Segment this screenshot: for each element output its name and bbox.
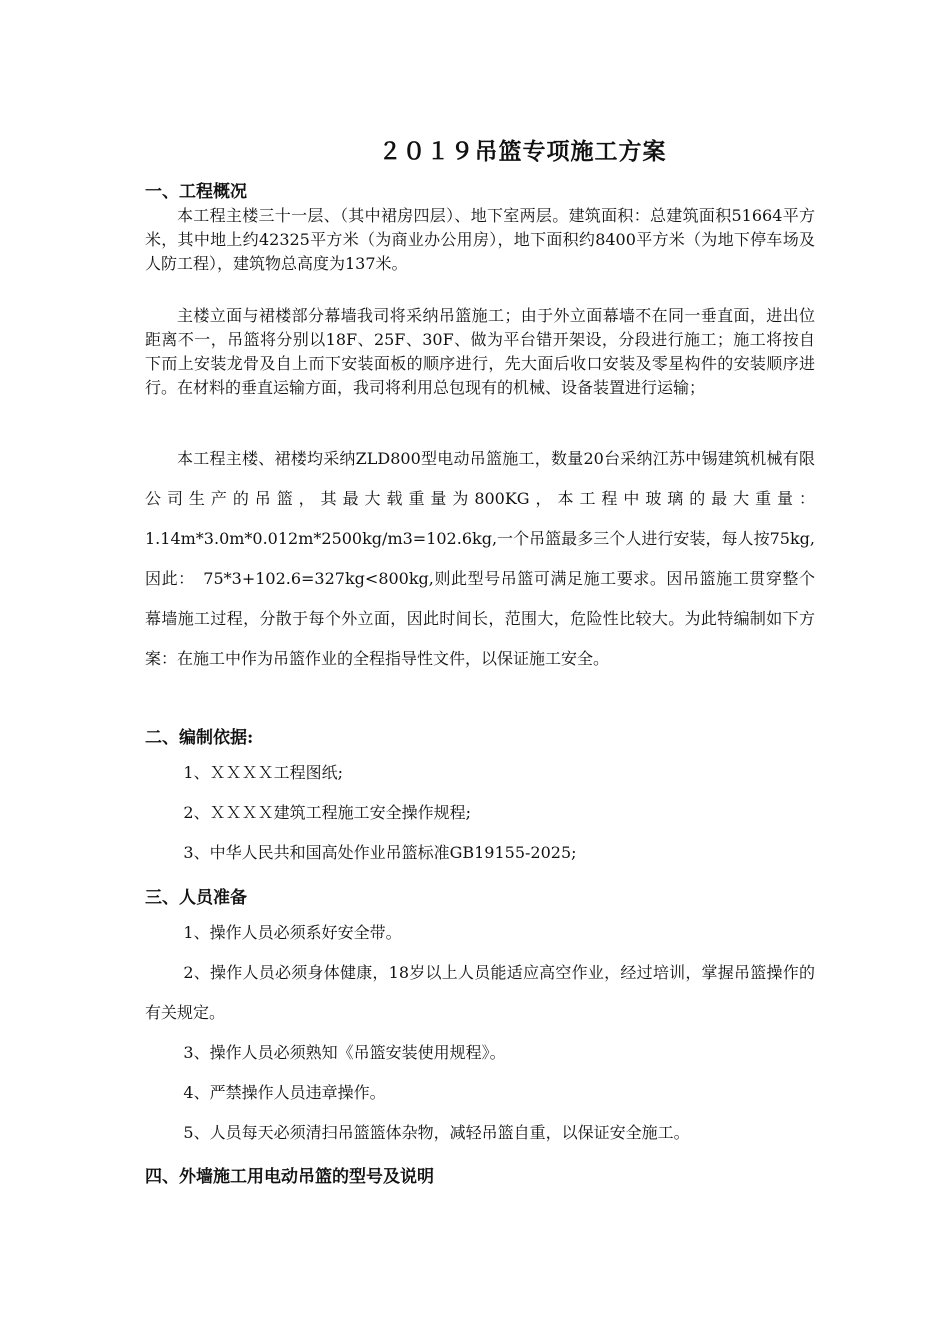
section-heading-basis: 二、编制依据:	[145, 728, 254, 748]
list-item-basis-1: 1、ＸＸＸＸ工程图纸;	[183, 763, 343, 782]
paragraph-building-overview: 本工程主楼三十一层、（其中裙房四层）、地下室两层。建筑面积：总建筑面积51664平方米，其中地上约42325平方米（为商业办公用房），地下面积约8400平方米（为地下停车场及人防工程），建筑物总高度为137米。	[145, 206, 815, 273]
section-heading-project-overview: 一、工程概况	[145, 182, 247, 202]
list-item-personnel-2: 2、操作人员必须身体健康，18岁以上人员能适应高空作业，经过培训，掌握吊篮操作的有关规定。	[145, 963, 815, 1022]
list-item-personnel-3: 3、操作人员必须熟知《吊篮安装使用规程》。	[183, 1043, 506, 1062]
list-item-basis-2: 2、ＸＸＸＸ建筑工程施工安全操作规程;	[183, 803, 471, 822]
paragraph-facade-construction: 主楼立面与裙楼部分幕墙我司将采纳吊篮施工；由于外立面幕墙不在同一垂直面，进出位距离不一，吊篮将分别以18F、25F、30F、做为平台错开架设，分段进行施工；施工将按自下而上安装龙骨及自上而下安装面板的顺序进行，先大面后收口安装及零星构件的安装顺序进行。在材料的垂直运输方面，我司将利用总包现有的机械、设备装置进行运输；	[145, 306, 815, 397]
list-item-personnel-4: 4、严禁操作人员违章操作。	[183, 1083, 386, 1102]
paragraph-gondola-load-calculation: 本工程主楼、裙楼均采纳ZLD800型电动吊篮施工，数量20台采纳江苏中锡建筑机械有限公司生产的吊篮，其最大载重量为800KG，本工程中玻璃的最大重量：1.14m*3.0m*0.012m*2500kg/m3=102.6kg,一个吊篮最多三个人进行安装，每人按75kg,因此： 75*3+102.6=327kg<800kg,则此型号吊篮可满足施工要求。因吊篮施工贯穿整个幕墙施工过程，分散于每个外立面，因此时间长，范围大，危险性比较大。为此特编制如下方案：在施工中作为吊篮作业的全程指导性文件，以保证施工安全。	[145, 449, 815, 668]
section-heading-gondola-model: 四、外墙施工用电动吊篮的型号及说明	[145, 1167, 434, 1187]
list-item-basis-3: 3、中华人民共和国高处作业吊篮标准GB19155-2025;	[183, 843, 577, 862]
list-item-personnel-5: 5、人员每天必须清扫吊篮篮体杂物，减轻吊篮自重，以保证安全施工。	[183, 1123, 690, 1142]
list-item-personnel-1: 1、操作人员必须系好安全带。	[183, 923, 402, 942]
section-heading-personnel: 三、人员准备	[145, 888, 247, 908]
document-title: ２０１９吊篮专项施工方案	[378, 138, 667, 165]
